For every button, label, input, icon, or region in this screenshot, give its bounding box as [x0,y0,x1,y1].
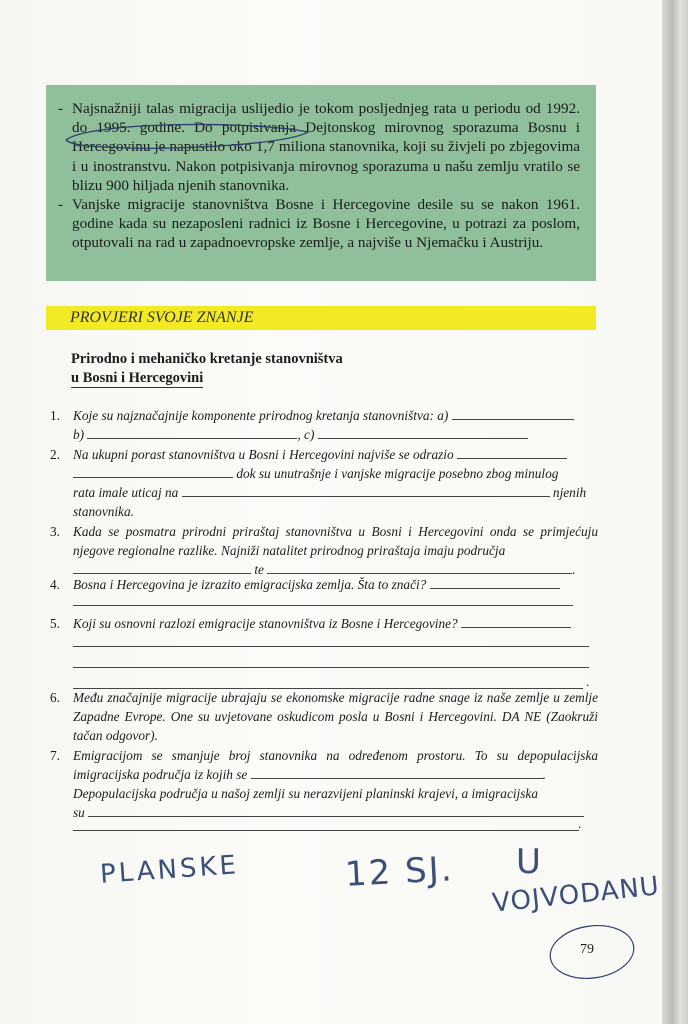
question-number: 3. [50,524,60,539]
question-2 [50,445,598,521]
question-text: rata imale uticaj na [73,485,179,500]
answer-blank-c[interactable] [318,426,528,439]
question-number: 1. [50,408,60,423]
page-number: 79 [580,942,594,957]
answer-line[interactable] [73,646,589,647]
section-banner [46,306,596,330]
question-text: Bosna i Hercegovina je izrazito emigracijska zemlja. Šta to znači? [73,577,427,592]
info-bullet-2: - Vanjske migracije stanovništva Bosne i Hercegovine desile su se nakon 1961. godine kada su nezaposleni radnici iz Bosne i Hercegovine, u potrazi za poslom, otputovali na rad u zapadnoevropske zemlje, a najviše u Njemačku i Austriju. [58,195,580,253]
question-number: 7. [50,748,60,763]
question-text: Koji su osnovni razlozi emigracije stanovništva iz Bosne i Hercegovine? [73,616,458,631]
pen-circle-annotation [58,118,318,158]
answer-blank[interactable] [182,484,550,497]
punctuation: . [572,562,576,577]
question-text: te [254,562,264,577]
handwritten-note-2: 12 SJ. [344,849,455,895]
info-bullet-1: - Najsnažniji talas migracija uslijedio je tokom posljednjeg rata u periodu od 1992. do 1995. godine. Do potpisivanja Dejtonskog mirovnog sporazuma Bosnu i Hercegovinu je napustilo oko 1,7 miliona stanovnika, koji su živjeli po zbjegovima i u inostranstvu. Nakon potpisivanja mirovnog sporazuma u našu zemlju vratilo se blizu 900 hiljada njenih stanovnika. [58,99,580,195]
banner-title: PROVJERI SVOJE ZNANJE [70,309,254,326]
answer-blank[interactable] [73,561,251,574]
punctuation: . [542,767,546,782]
label-c: , c) [297,427,315,442]
question-text: dok su unutrašnje i vanjske migracije posebno zbog minulog [236,466,559,481]
question-number: 4. [50,577,60,592]
question-number: 5. [50,616,60,631]
label-b: b) [73,427,85,442]
answer-blank[interactable] [430,576,560,589]
question-text: Među značajnije migracije ubrajaju se ekonomske migracije radne snage iz naše zemlje u zemlje Zapadne Evrope. One su uvjetovane oskudicom posla u Bosni i Hercegovini. DA NE (Zaokruži tačan odgovor). [73,690,598,743]
question-7 [50,746,598,822]
punctuation: . [578,816,582,831]
question-number: 2. [50,447,60,462]
question-text: Na ukupni porast stanovništva u Bosni i Hercegovini najviše se odrazio [73,447,454,462]
question-text: su [73,805,85,820]
question-text: njenih [552,485,587,500]
question-4 [50,575,598,594]
question-number: 6. [50,690,60,705]
answer-line[interactable] [73,667,589,668]
question-text: stanovnika. [73,504,134,519]
section-title [71,350,343,388]
answer-blank[interactable] [73,465,233,478]
question-text: Depopulacijska područja u našoj zemlji su nerazvijeni planinski krajevi, a imigracijska [73,786,538,801]
question-text: Koje su najznačajnije komponente prirodnog kretanja stanovništva: a) [73,408,449,423]
answer-blank-a[interactable] [452,407,574,420]
answer-blank-b[interactable] [87,426,297,439]
page-number-circle [546,918,642,984]
answer-blank[interactable] [88,804,584,817]
answer-blank[interactable] [267,561,572,574]
question-text: Emigracijom se smanjuje broj stanovnika na određenom prostoru. To su depopulacijska imigracijska područja iz kojih se [73,748,598,782]
question-text: Kada se posmatra prirodni priraštaj stanovništva u Bosni i Hercegovini onda se primjećuju njegove regionalne razlike. Najniži natalitet prirodnog priraštaja imaju područja [73,524,598,558]
question-6 [50,688,598,745]
answer-blank[interactable] [251,766,543,779]
handwritten-note-3: U [516,842,543,882]
question-1 [50,406,598,444]
book-page-edge [662,0,688,1024]
handwritten-note-1: PLANSKE [99,850,240,890]
section-title-line-1: Prirodno i mehaničko kretanje stanovništva [71,351,343,367]
answer-blank[interactable] [461,615,571,628]
info-box [46,85,596,281]
answer-blank[interactable] [457,446,567,459]
handwritten-note-4: VOJVODANU [490,871,662,919]
answer-line[interactable] [73,830,579,831]
answer-line[interactable] [73,605,573,606]
question-3 [50,522,598,579]
punctuation: . [586,674,590,689]
question-5 [50,614,598,633]
section-title-line-2: u Bosni i Hercegovini [71,370,204,386]
